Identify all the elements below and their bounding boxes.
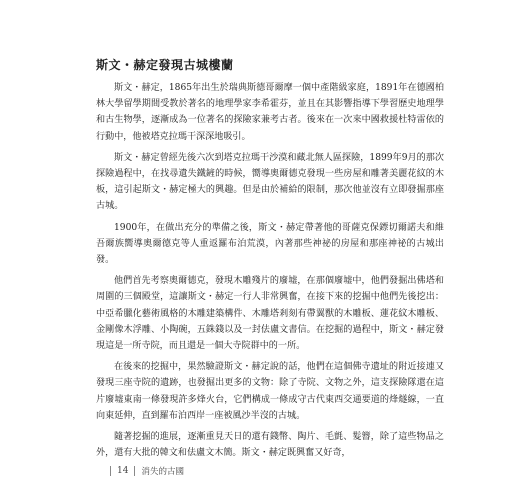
paragraph: 隨著挖掘的進展，逐漸重見天日的還有錢幣、陶片、毛氈、髮簪，除了這些物品之外，還有大批的韓文和佉盧文木簡。斯文・赫定既興奮又好奇，: [96, 432, 444, 459]
paragraph: 他們首先考察奧爾德克，發現木雕殘片的廢墟，在那個廢墟中，他們發掘出佛塔和周圍的三個殿堂，這讓斯文・赫定一行人非常興奮，在接下來的挖掘中他們先後挖出：中亞希臘化藝術風格的木雕建築構件、木雕塔剎刻有帶翼獸的木雕板、蓮花紋木雕板、金剛像木浮雕、小陶碗，五銖錢以及一封佉盧文書信。在挖掘的過程中，斯文・赫定發現這是一所寺院，而且還是一個大寺院群中的一所。: [96, 276, 444, 352]
body-text: [96, 80, 444, 466]
page-number: 14: [117, 466, 129, 476]
section-title: 斯文・赫定發現古城樓蘭: [96, 58, 234, 72]
paragraph: 1900年，在做出充分的準備之後，斯文・赫定帶著他的哥薩克保鏢切爾諾夫和維吾爾族嚮導奧爾德克等人重返羅布泊荒漠，內著那些神祕的房屋和那座神祕的古城出發。: [96, 222, 444, 266]
page-footer: [110, 465, 184, 477]
paragraph: 斯文・赫定曾經先後六次到塔克拉瑪干沙漠和藏北無人區探險，1899年9月的那次探險過程中，在找尋遺失鐵鏟的時候，嚮導奧爾德克發現一些房屋和雕著美麗花紋的木板，這引起斯文・赫定極大的興趣。但是由於補給的限制，那次他並沒有立即發掘那座古城。: [96, 152, 444, 212]
paragraph: 斯文・赫定，1865年出生於瑞典斯德哥爾摩一個中產階級家庭，1891年在德國柏林大學留學期間受教於著名的地理學家李希霍芬，並且在其影響指導下學習歷史地理學和古生物學，逐漸成為一位著名的探險家兼考古者。後來在一次來中國救援杜特雷依的行動中，他被塔克拉瑪干深深地吸引。: [96, 83, 444, 142]
paragraph: 在後來的挖掘中，果然驗證斯文・赫定說的話，他們在這個佛寺遺址的附近接連又發現三座寺院的遺跡，也發掘出更多的文物：除了寺院、文物之外，這支探險隊還在這片廢墟東南一條發現許多烽火台，它們構成一條成守古代東西交通要道的烽燧線，一直向東延伸，直到羅布泊西岸一座被風沙半沒的古城。: [96, 362, 444, 421]
footer-divider: [134, 466, 135, 476]
book-title: 消失的古國: [141, 467, 184, 477]
footer-divider: [110, 466, 111, 476]
